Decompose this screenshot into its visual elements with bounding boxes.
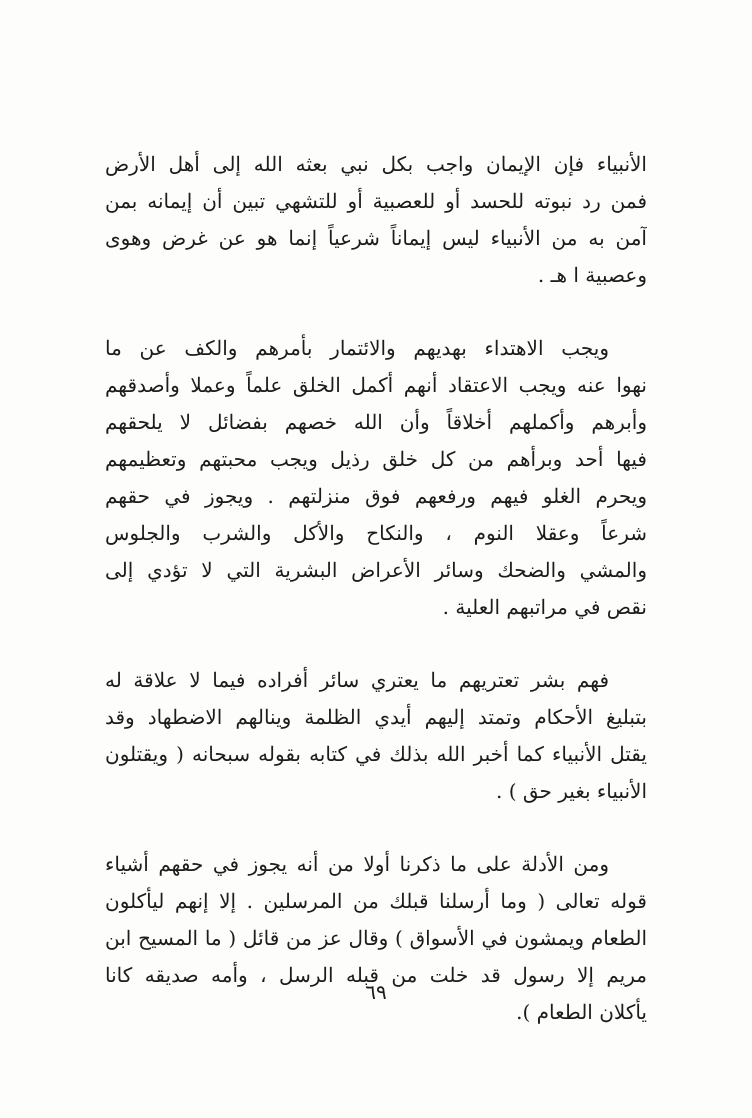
text-line: يأكلان الطعام ). xyxy=(516,1000,647,1024)
text-line: فيها أحد وبرأهم من كل خلق رذيل ويجب محبتهم وتعظيمهم xyxy=(105,447,647,471)
text-line: ويجب الاهتداء بهديهم والائتمار بأمرهم والكف عن ما xyxy=(105,336,609,360)
paragraph-gap xyxy=(105,294,647,330)
page-number: ٦٩ xyxy=(365,980,387,1004)
text-line: ومن الأدلة على ما ذكرنا أولا من أنه يجوز في حقهم أشياء xyxy=(105,852,609,876)
text-line: يقتل الأنبياء كما أخبر الله بذلك في كتابه بقوله سبحانه ( ويقتلون xyxy=(105,742,647,766)
text-line: ويحرم الغلو فيهم ورفعهم فوق منزلتهم . ويجوز في حقهم xyxy=(105,484,647,508)
text-line: وعصبية ا هـ . xyxy=(537,263,647,287)
text-line: آمن به من الأنبياء ليس إيماناً شرعياً إنما هو عن غرض وهوى xyxy=(105,226,647,250)
paragraph-2 xyxy=(105,330,647,626)
paragraph-gap xyxy=(105,626,647,662)
text-line: والمشي والضحك وسائر الأعراض البشرية التي لا تؤدي إلى xyxy=(105,558,647,582)
text-line: قوله تعالى ( وما أرسلنا قبلك من المرسلين . إلا إنهم ليأكلون xyxy=(105,889,647,913)
text-line: الطعام ويمشون في الأسواق ) وقال عز من قائل ( ما المسيح ابن xyxy=(105,926,647,950)
text-line: بتبليغ الأحكام وتمتد إليهم أيدي الظلمة وينالهم الاضطهاد وقد xyxy=(105,705,647,729)
text-line: الأنبياء بغير حق ) . xyxy=(495,779,647,803)
paragraph-3 xyxy=(105,662,647,810)
paragraph-1 xyxy=(105,146,647,294)
text-line: وأبرهم وأكملهم أخلاقاً وأن الله خصهم بفضائل لا يلحقهم xyxy=(105,410,647,434)
text-line: نهوا عنه ويجب الاعتقاد أنهم أكمل الخلق علماً وعملا وأصدقهم xyxy=(105,373,647,397)
text-line: شرعاً وعقلا النوم ، والنكاح والأكل والشرب والجلوس xyxy=(105,521,647,545)
text-line: فهم بشر تعتريهم ما يعتري سائر أفراده فيما لا علاقة له xyxy=(105,668,609,692)
text-line: الأنبياء فإن الإيمان واجب بكل نبي بعثه الله إلى أهل الأرض xyxy=(105,152,647,176)
text-line: نقص في مراتبهم العلية . xyxy=(442,595,647,619)
paragraph-gap xyxy=(105,810,647,846)
text-line: مريم إلا رسول قد خلت من قبله الرسل ، وأمه صديقه كانا xyxy=(105,963,647,987)
body-text xyxy=(105,146,647,1031)
text-line: فمن رد نبوته للحسد أو للعصبية أو للتشهي تبين أن إيمانه بمن xyxy=(105,189,647,213)
